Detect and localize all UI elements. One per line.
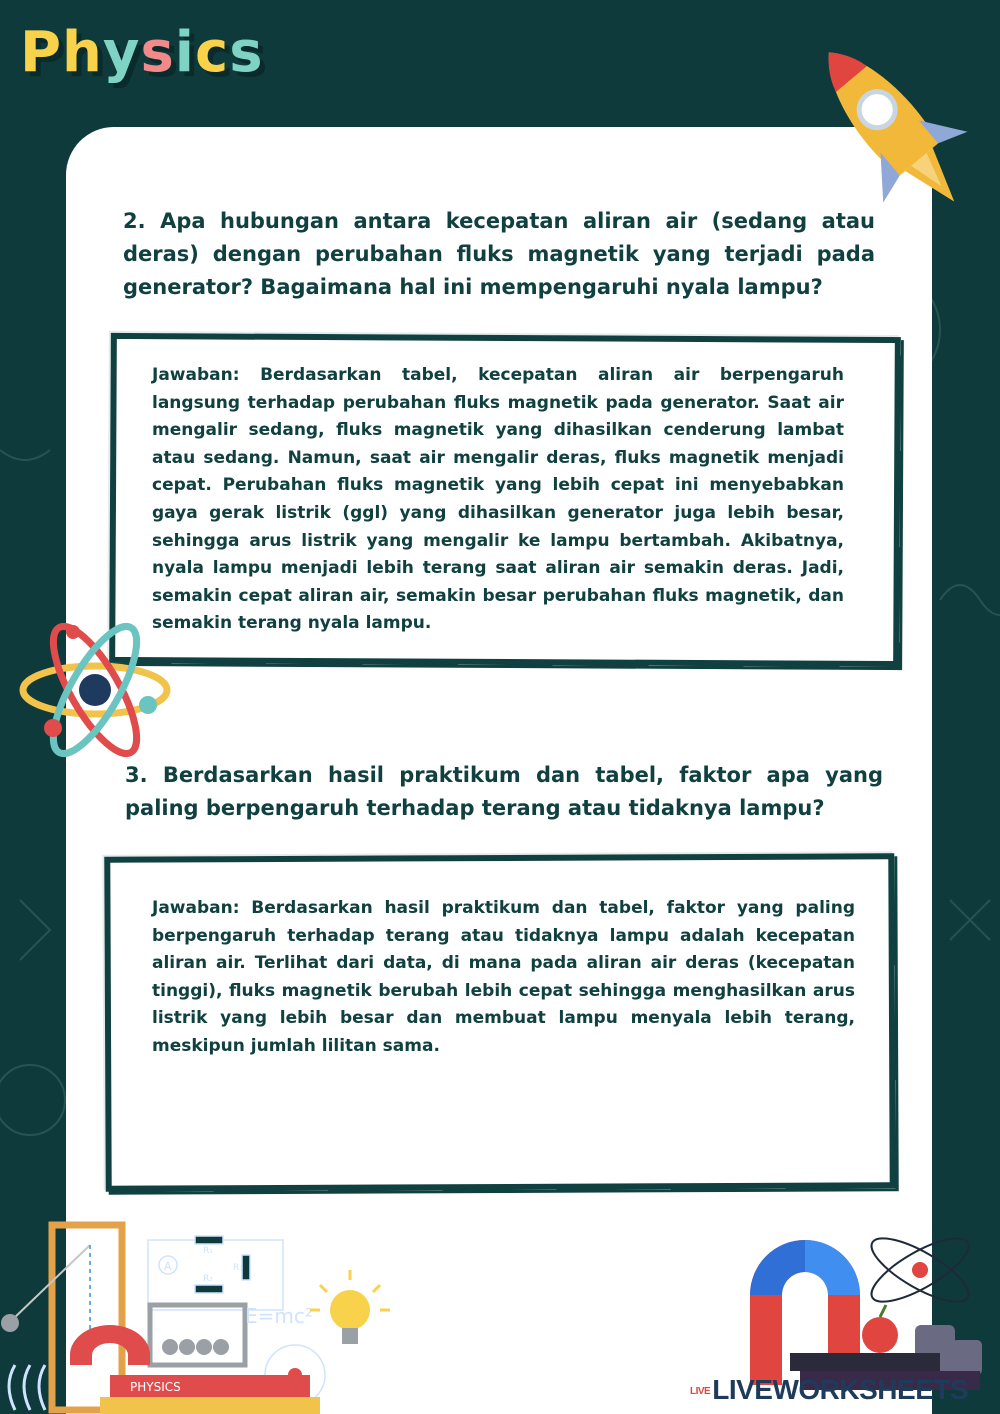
resistor-3-label: R₃	[233, 1263, 243, 1273]
logo-letter: s	[140, 20, 175, 85]
resistor-2-label: R₂	[203, 1274, 213, 1284]
logo-letter: P	[20, 20, 63, 85]
logo-letter: i	[174, 20, 195, 85]
rocket-icon	[790, 20, 990, 230]
resistor-1-label: R₁	[203, 1246, 213, 1256]
logo-letter: h	[62, 20, 103, 85]
question-3: 3. Berdasarkan hasil praktikum dan tabel, faktor apa yang paling berpengaruh terhadap terang atau tidaknya lampu?	[125, 763, 883, 820]
watermark-badge: LIVE	[690, 1385, 711, 1397]
magnet-books-illustration	[740, 1225, 1000, 1390]
watermark-text: LIVEWORKSHEETS	[712, 1374, 969, 1405]
answer-2-text: Jawaban: Berdasarkan tabel, kecepatan aliran air berpengaruh langsung terhadap perubahan fluks magnetik pada generator. Saat air mengalir sedang, fluks magnetik yang dihasilkan cenderung lambat atau sedang. Namun, saat air mengalir deras, fluks magnetik menjadi cepat. Perubahan fluks magnetik yang lebih cepat ini menyebabkan gaya gerak listrik (ggl) yang dihasilkan generator juga lebih besar, sehingga arus listrik yang mengalir ke lampu bertambah. Akibatnya, nyala lampu menjadi lebih terang saat aliran air semakin deras. Jadi, semakin cepat aliran air, semakin besar perubahan fluks magnetik, dan semakin terang nyala lampu.	[152, 365, 844, 634]
logo-letter: c	[194, 20, 230, 85]
ammeter-label: A	[164, 1260, 172, 1273]
physics-logo	[20, 18, 264, 88]
book-label: PHYSICS	[130, 1380, 181, 1394]
logo-letter: s	[229, 20, 264, 85]
liveworksheets-watermark	[690, 1374, 968, 1406]
answer-3-text: Jawaban: Berdasarkan hasil praktikum dan tabel, faktor yang paling berpengaruh terhadap terang atau tidaknya lampu adalah kecepatan aliran air. Terlihat dari data, di mana pada aliran air deras (kecepatan tinggi), fluks magnetik berubah lebih cepat sehingga menghasilkan arus listrik yang lebih besar dan membuat lampu menyala lebih terang, meskipun jumlah lilitan sama.	[152, 898, 855, 1056]
formula-text: E=mc²	[245, 1304, 313, 1328]
atom-icon	[18, 620, 173, 760]
question-2: 2. Apa hubungan antara kecepatan aliran air (sedang atau deras) dengan perubahan fluks magnetik yang terjadi pada generator? Bagaimana hal ini mempengaruhi nyala lampu?	[123, 209, 875, 299]
physics-lab-illustration	[0, 1215, 410, 1414]
logo-letter: y	[102, 20, 141, 85]
